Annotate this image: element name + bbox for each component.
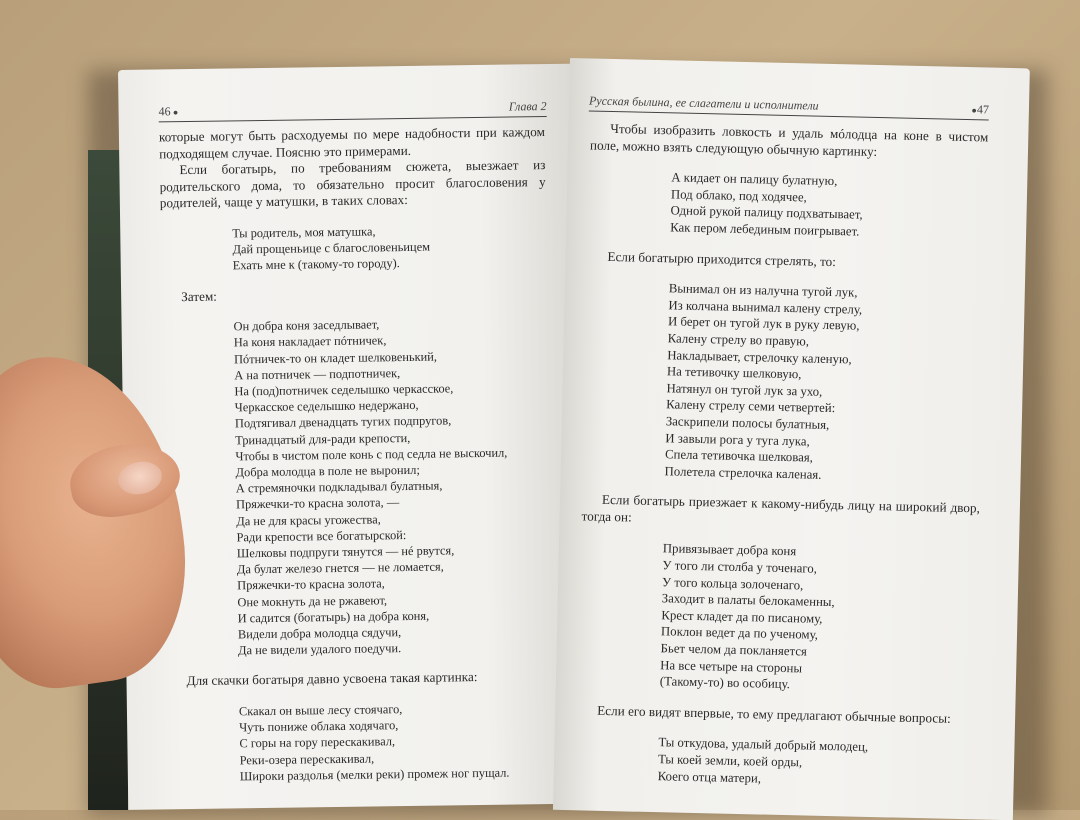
verse-line: Подтягивал двенадцать тугих подпругов, <box>234 413 452 431</box>
verse-line: Черкасское седелышко недержано, <box>234 398 419 415</box>
verse-line: Заходит в палаты белокаменны, <box>661 591 835 610</box>
right-running-title: Русская былина, ее слагатели и исполнители <box>588 93 819 113</box>
left-body-text <box>159 124 554 799</box>
verse-line: Ради крепости все богатырской: <box>236 527 407 545</box>
right-body-text <box>575 120 988 805</box>
verse-line: Под облако, под ходячее, <box>670 187 807 205</box>
paragraph: Если богатырь, по требованиям сюжета, выезжает из родительского дома, то обязательно просит благословения у родителей, чаще у матушки, в таких словах: <box>159 157 546 211</box>
verse-line: Крест кладет да по писаному, <box>661 608 823 626</box>
verse-line: Чуть пониже облака ходячаго, <box>239 718 399 735</box>
left-page-number: 46 ● <box>158 104 178 119</box>
verse-line: (Такому-то) во особицу. <box>659 674 791 692</box>
verse-line: Пряжечки-то красна золота, <box>237 576 385 593</box>
verse-line: Добра молодца в поле не выронил; <box>235 462 420 480</box>
verse-block <box>670 170 987 244</box>
verse-line: Оне мокнуть да не ржавеют, <box>237 592 388 610</box>
verse-line: У того ли столба у точенаго, <box>662 558 818 576</box>
verse-block <box>232 221 547 274</box>
verse-line: У того кольца золоченаго, <box>661 574 804 593</box>
verse-line: Вынимал он из налучна тугой лук, <box>668 281 858 300</box>
right-page <box>553 58 1030 820</box>
verse-line: Спела тетивочка шелковая, <box>664 447 814 465</box>
verse-line: Скакал он выше лесу стоячаго, <box>238 702 403 719</box>
verse-block <box>664 280 984 486</box>
verse-line: Он добра коня заседлывает, <box>233 317 380 334</box>
paragraph: которые могут быть расходуемы по мере надобности при каждом подходящем случае. Поясню это примерами. <box>158 124 546 162</box>
verse-line: А кидает он палицу булатную, <box>671 170 838 189</box>
verse-block <box>239 699 554 784</box>
verse-line: Заскрипели полосы булатныя, <box>665 414 830 432</box>
verse-line: И завыли рога у туга лука, <box>665 430 810 449</box>
verse-line: Шелковы подпруги тянутся — нé рвутся, <box>236 543 455 561</box>
verse-line: Чтобы в чистом поле конь с под седла не выскочил, <box>235 445 508 464</box>
verse-line: А на потничек — подпотничек, <box>234 365 401 383</box>
right-running-head <box>589 94 989 120</box>
verse-line: Ехать мне к (такому-то городу). <box>232 256 400 273</box>
verse-line: И берет он тугой лук в руку левую, <box>667 314 860 333</box>
left-page <box>118 64 580 810</box>
verse-line: Да не для красы угожества, <box>236 511 381 529</box>
verse-line: Калену стрелу семи четвертей: <box>666 397 836 416</box>
paragraph: Если богатырю приходится стрелять, то: <box>607 248 837 269</box>
verse-line: Бьет челом да покланяется <box>660 641 808 659</box>
paragraph: Если его видят впервые, то ему предлагают обычные вопросы: <box>597 702 951 726</box>
verse-line: Пóтничек-то он кладет шелковенький, <box>233 349 438 366</box>
verse-line: Да булат железо гнется — не ломается, <box>236 559 444 577</box>
verse-block <box>658 735 975 792</box>
verse-line: Пряжечки-то красна золота, — <box>235 495 400 512</box>
verse-line: Полетела стрелочка каленая. <box>664 463 822 482</box>
verse-line: Накладывает, стрелочку каленую, <box>667 347 852 366</box>
verse-line: Реки-озера перескакивал, <box>239 751 375 768</box>
verse-line: Да не видели удалого поедучи. <box>238 641 402 658</box>
verse-line: На коня накладает пóтничек, <box>233 333 387 350</box>
left-running-head <box>158 100 546 122</box>
verse-line: Одной рукой палицу подхватывает, <box>670 203 863 223</box>
verse-line: На (под)потничек седелышко черкасское, <box>234 381 454 399</box>
verse-block <box>660 541 979 697</box>
verse-block <box>233 314 552 659</box>
paragraph: Затем: <box>181 288 218 304</box>
verse-line: Ты коей земли, коей орды, <box>657 752 803 770</box>
verse-line: Как пером лебединым поигрывает. <box>670 220 860 239</box>
paragraph: Чтобы изобразить ловкость и удаль мóлодца на коне в чистом поле, можно взять следующую обычную картинку: <box>589 120 989 159</box>
verse-line: Видели добра молодца сядучи, <box>237 625 402 642</box>
paragraph: Если богатырь приезжает к какому-нибудь лицу на широкий двор, тогда он: <box>581 492 981 525</box>
verse-line: Широки раздолья (мелки реки) промеж ног пущал. <box>239 765 510 784</box>
left-chapter-title: Глава 2 <box>508 99 547 114</box>
verse-line: На все четыре на стороны <box>660 657 803 676</box>
verse-line: Натянул он тугой лук за ухо, <box>666 380 823 399</box>
verse-line: С горы на гору перескакивал, <box>239 734 396 751</box>
verse-line: Ты родитель, моя матушка, <box>232 224 376 241</box>
verse-line: Дай прощеньице с благословеньицем <box>232 239 431 257</box>
verse-line: Поклон ведет да по ученому, <box>660 624 819 643</box>
verse-line: Из колчана вынимал калену стрелу, <box>668 298 863 317</box>
verse-line: На тетивочку шелковую, <box>666 364 802 382</box>
right-page-number: ● 47 <box>971 102 989 117</box>
paragraph: Для скачки богатыря давно усвоена такая картинка: <box>186 669 478 689</box>
verse-line: Тринадцатый для-ради крепости, <box>235 430 411 447</box>
verse-line: Калену стрелу во правую, <box>667 331 810 349</box>
verse-line: Привязывает добра коня <box>662 541 797 559</box>
verse-line: А стремяночки подкладывал булатныя, <box>235 478 443 496</box>
verse-line: Ты откудова, удалый добрый молодец, <box>658 735 869 755</box>
verse-line: И садится (богатырь) на добра коня, <box>237 608 430 626</box>
verse-line: Коего отца матери, <box>657 768 762 786</box>
